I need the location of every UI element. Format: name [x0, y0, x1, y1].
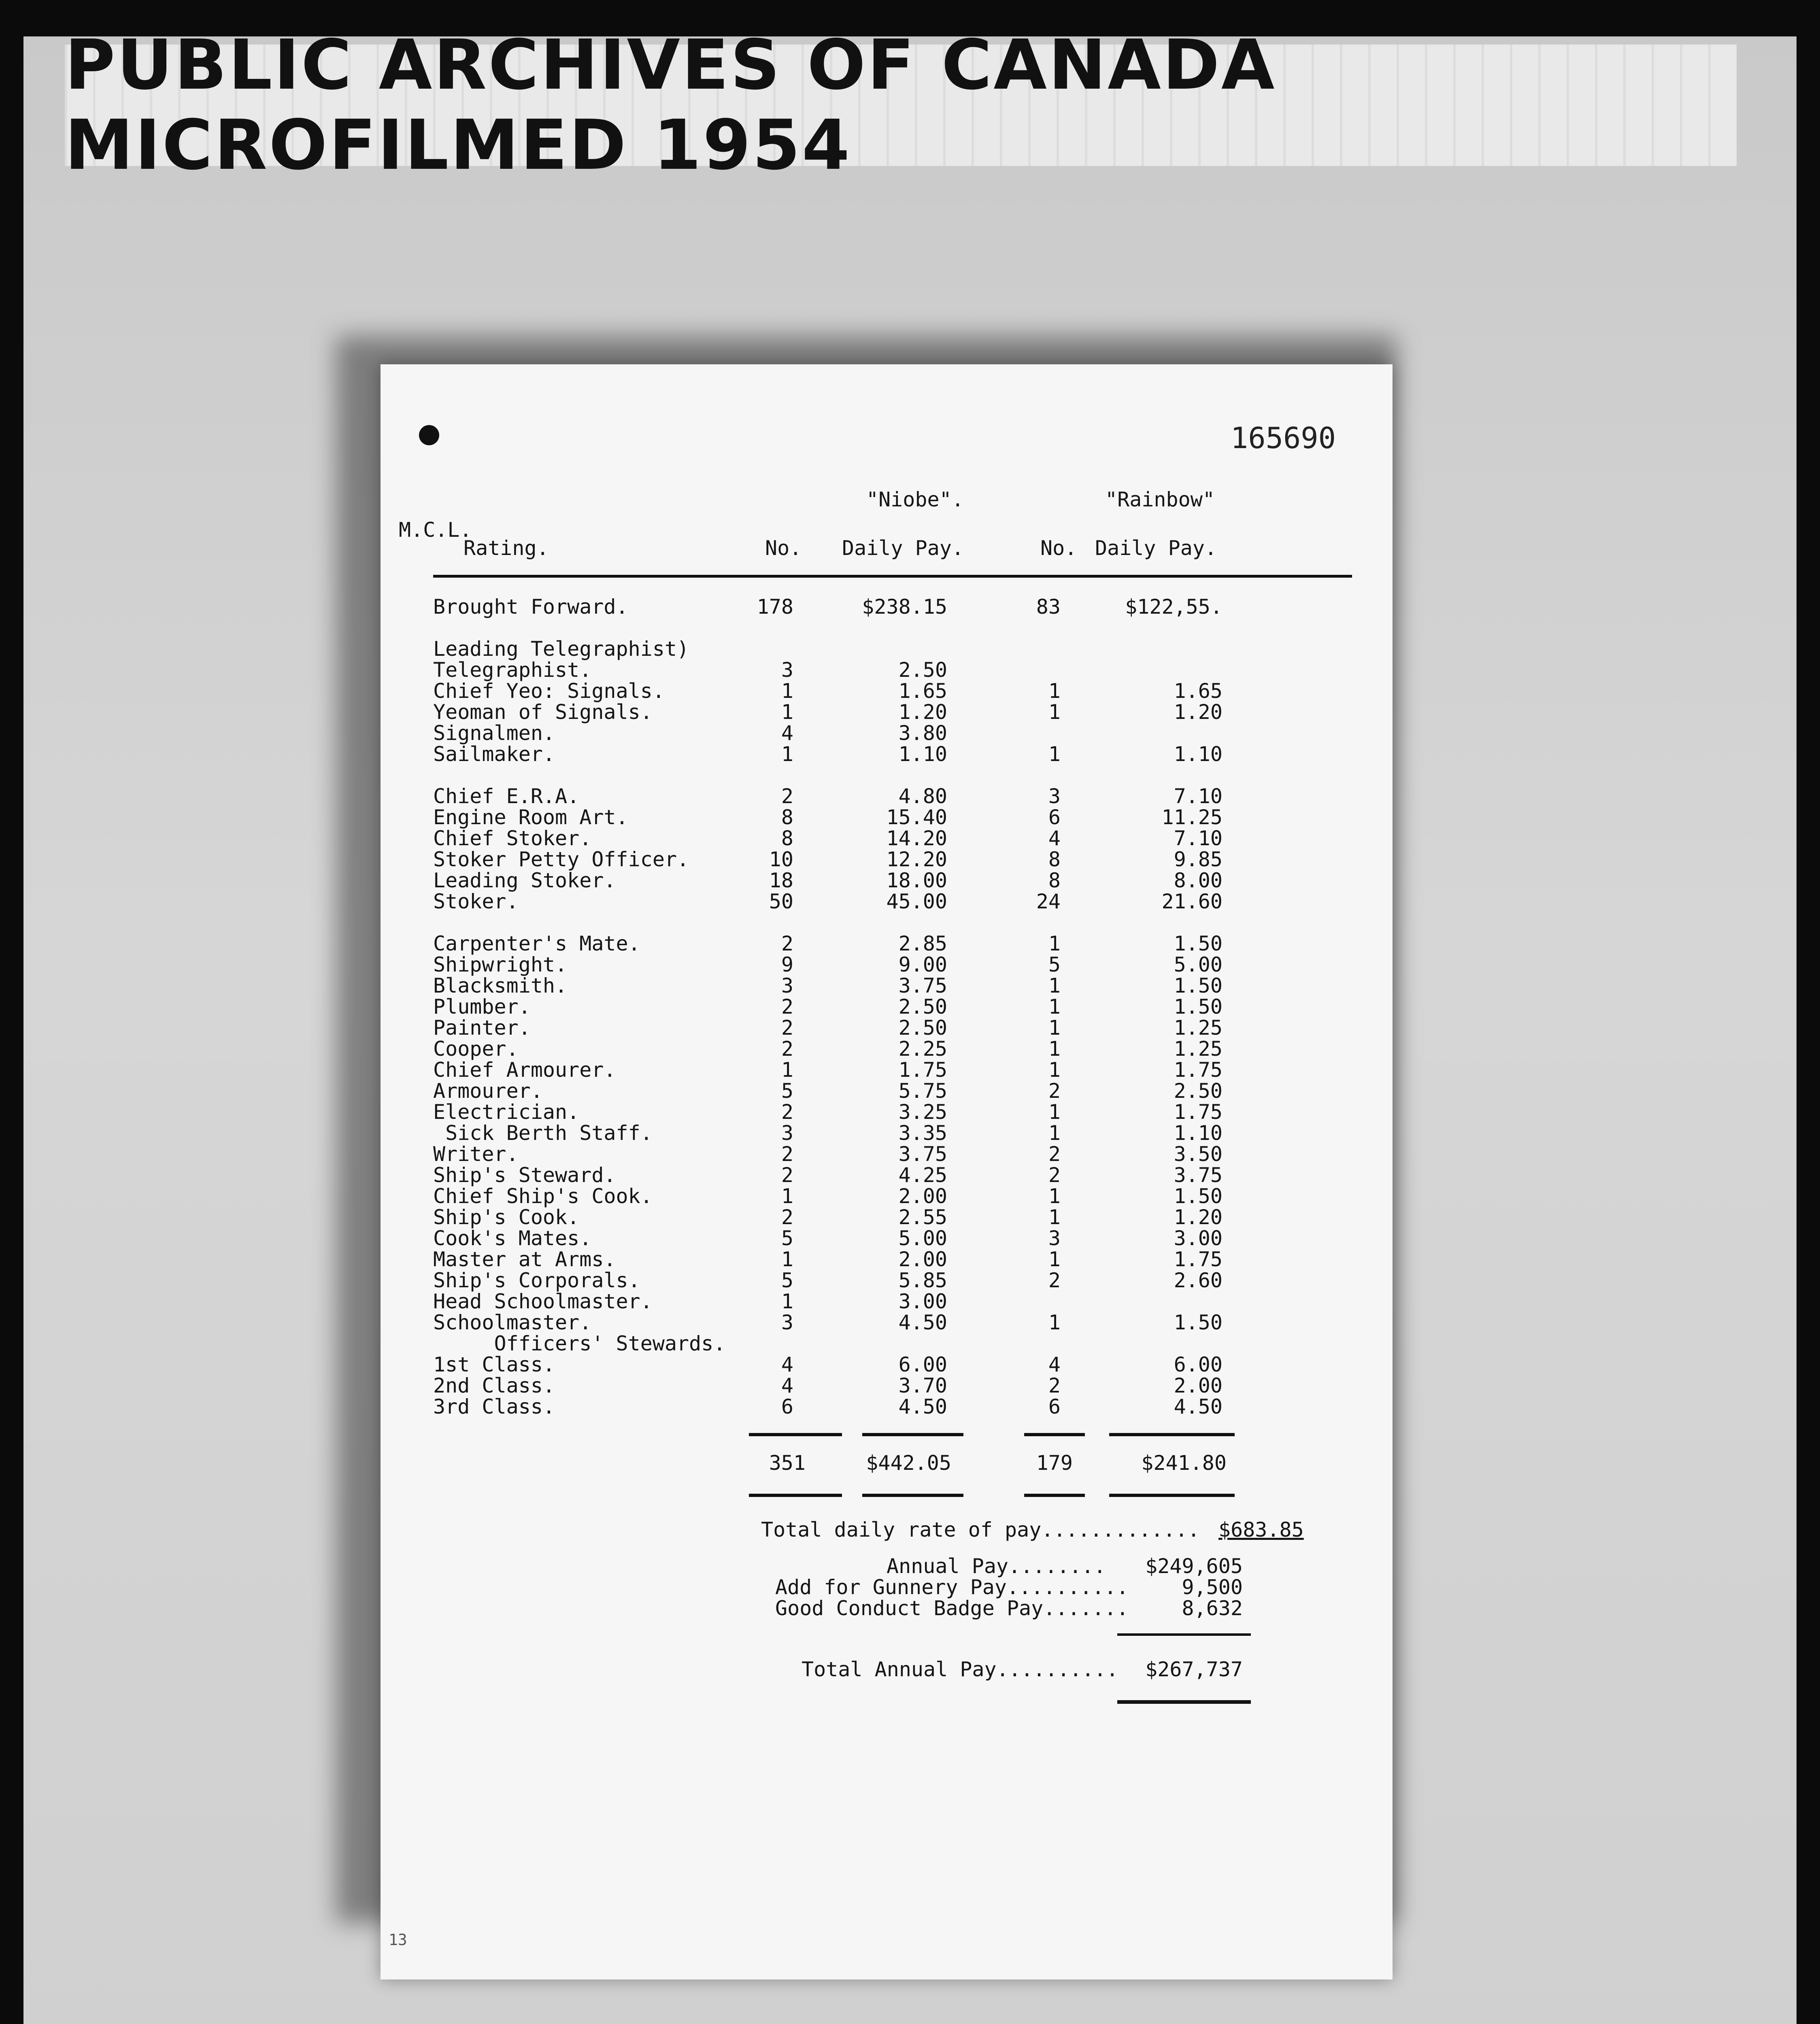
document-number: 165690: [1230, 421, 1336, 455]
niobe-count: 4: [781, 1353, 793, 1376]
rainbow-daily-pay: 2.60: [1174, 1269, 1223, 1292]
rainbow-daily-pay: 2.00: [1174, 1374, 1223, 1397]
rainbow-daily-pay: 9.85: [1174, 848, 1223, 871]
rainbow-count: 24: [1036, 890, 1061, 913]
rainbow-daily-pay: 11.25: [1161, 806, 1223, 829]
niobe-count: 4: [781, 1374, 793, 1397]
niobe-count: 4: [781, 721, 793, 745]
niobe-count: 2: [781, 785, 793, 808]
badge-pay-label: Good Conduct Badge Pay.......: [775, 1597, 1129, 1620]
rainbow-count: 1: [1048, 1037, 1061, 1061]
rainbow-total-count: 179: [1036, 1451, 1073, 1475]
niobe-count: 50: [769, 890, 793, 913]
rainbow-count: 1: [1048, 932, 1061, 955]
double-rule: [1117, 1700, 1251, 1704]
rainbow-daily-pay: 7.10: [1174, 827, 1223, 850]
total-annual-value: $267,737: [1145, 1658, 1243, 1681]
niobe-daily-pay: 4.80: [898, 785, 947, 808]
column-header-rainbow-no: No.: [1040, 536, 1077, 560]
niobe-daily-pay: 5.75: [898, 1079, 947, 1103]
rainbow-count: 4: [1048, 827, 1061, 850]
rainbow-total-pay: $241.80: [1141, 1451, 1227, 1475]
rainbow-daily-pay: 1.75: [1174, 1058, 1223, 1082]
niobe-daily-pay: 5.85: [898, 1269, 947, 1292]
niobe-count: 3: [781, 658, 793, 682]
rainbow-count: 2: [1048, 1163, 1061, 1187]
sum-rule: [1109, 1433, 1235, 1436]
niobe-daily-pay: 15.40: [886, 806, 947, 829]
niobe-daily-pay: 2.50: [898, 1016, 947, 1040]
niobe-daily-pay: 12.20: [886, 848, 947, 871]
rating-label: Yeoman of Signals.: [433, 700, 653, 724]
rating-label: Leading Telegraphist): [433, 637, 689, 661]
niobe-count: 1: [781, 1184, 793, 1208]
niobe-daily-pay: 3.35: [898, 1121, 947, 1145]
niobe-total-count: 351: [769, 1451, 806, 1475]
rainbow-count: 1: [1048, 1248, 1061, 1271]
niobe-daily-pay: 2.50: [898, 995, 947, 1018]
rainbow-count: 1: [1048, 1058, 1061, 1082]
sum-rule: [1109, 1494, 1235, 1497]
rating-label: Cook's Mates.: [433, 1227, 592, 1250]
niobe-daily-pay: 2.85: [898, 932, 947, 955]
niobe-daily-pay: 3.75: [898, 974, 947, 997]
rating-label: Leading Stoker.: [433, 869, 616, 892]
annual-pay-label: Annual Pay........: [887, 1554, 1106, 1578]
rainbow-daily-pay: 8.00: [1174, 869, 1223, 892]
rating-label: Painter.: [433, 1016, 531, 1040]
rainbow-count: 2: [1048, 1079, 1061, 1103]
rating-label: Chief Ship's Cook.: [433, 1184, 653, 1208]
niobe-count: 2: [781, 1037, 793, 1061]
rainbow-count: 1: [1048, 679, 1061, 703]
niobe-count: 1: [781, 700, 793, 724]
niobe-count: 1: [781, 742, 793, 766]
rating-label: Blacksmith.: [433, 974, 568, 997]
niobe-daily-pay: 9.00: [898, 953, 947, 976]
rating-label: Sailmaker.: [433, 742, 555, 766]
niobe-daily-pay: 5.00: [898, 1227, 947, 1250]
niobe-daily-pay: $238.15: [862, 595, 947, 619]
niobe-daily-pay: 2.55: [898, 1205, 947, 1229]
rainbow-count: 1: [1048, 995, 1061, 1018]
niobe-daily-pay: 14.20: [886, 827, 947, 850]
niobe-count: 1: [781, 1290, 793, 1313]
rainbow-daily-pay: 1.75: [1174, 1100, 1223, 1124]
column-header-rainbow-pay: Daily Pay.: [1095, 536, 1217, 560]
niobe-daily-pay: 4.50: [898, 1395, 947, 1418]
rainbow-count: 8: [1048, 848, 1061, 871]
rainbow-daily-pay: 4.50: [1174, 1395, 1223, 1418]
niobe-count: 1: [781, 1248, 793, 1271]
annual-pay-value: $249,605: [1145, 1554, 1243, 1578]
niobe-count: 6: [781, 1395, 793, 1418]
archive-header-text: PUBLIC ARCHIVES OF CANADA MICROFILMED 1954: [65, 25, 1276, 185]
rainbow-daily-pay: 1.20: [1174, 700, 1223, 724]
rainbow-daily-pay: 5.00: [1174, 953, 1223, 976]
rating-label: Chief Stoker.: [433, 827, 592, 850]
punch-hole-icon: [419, 425, 439, 445]
rainbow-count: 1: [1048, 1184, 1061, 1208]
niobe-count: 10: [769, 848, 793, 871]
rating-label: Carpenter's Mate.: [433, 932, 640, 955]
rainbow-daily-pay: 1.65: [1174, 679, 1223, 703]
rainbow-daily-pay: 1.50: [1174, 932, 1223, 955]
niobe-daily-pay: 4.25: [898, 1163, 947, 1187]
niobe-count: 2: [781, 1205, 793, 1229]
rainbow-count: 2: [1048, 1142, 1061, 1166]
column-header-niobe-pay: Daily Pay.: [842, 536, 964, 560]
niobe-daily-pay: 1.65: [898, 679, 947, 703]
rating-label: Head Schoolmaster.: [433, 1290, 653, 1313]
niobe-daily-pay: 1.20: [898, 700, 947, 724]
document-page: [381, 364, 1393, 1979]
niobe-daily-pay: 1.10: [898, 742, 947, 766]
rainbow-count: 3: [1048, 785, 1061, 808]
niobe-daily-pay: 2.00: [898, 1184, 947, 1208]
rating-label: Brought Forward.: [433, 595, 628, 619]
rainbow-daily-pay: 1.25: [1174, 1037, 1223, 1061]
rainbow-daily-pay: 1.50: [1174, 1184, 1223, 1208]
total-annual-label: Total Annual Pay..........: [802, 1658, 1118, 1681]
niobe-daily-pay: 3.00: [898, 1290, 947, 1313]
rainbow-daily-pay: 7.10: [1174, 785, 1223, 808]
niobe-count: 3: [781, 1121, 793, 1145]
rating-label: Cooper.: [433, 1037, 519, 1061]
rainbow-daily-pay: 1.75: [1174, 1248, 1223, 1271]
niobe-count: 2: [781, 1016, 793, 1040]
archive-header-banner: [65, 25, 1737, 185]
ship-rainbow-title: "Rainbow": [1105, 488, 1215, 511]
rainbow-count: 5: [1048, 953, 1061, 976]
niobe-daily-pay: 2.50: [898, 658, 947, 682]
rating-label: Stoker.: [433, 890, 519, 913]
rating-label: 2nd Class.: [433, 1374, 555, 1397]
column-header-rating: Rating.: [464, 536, 549, 560]
rainbow-count: 1: [1048, 742, 1061, 766]
rating-label: Chief E.R.A.: [433, 785, 580, 808]
niobe-count: 8: [781, 827, 793, 850]
sum-rule: [1024, 1494, 1085, 1497]
rating-label: Stoker Petty Officer.: [433, 848, 689, 871]
niobe-count: 8: [781, 806, 793, 829]
niobe-count: 5: [781, 1079, 793, 1103]
rainbow-count: 83: [1036, 595, 1061, 619]
gunnery-pay-label: Add for Gunnery Pay..........: [775, 1575, 1129, 1599]
rating-label: Master at Arms.: [433, 1248, 616, 1271]
badge-pay-value: 8,632: [1182, 1597, 1243, 1620]
rainbow-count: 3: [1048, 1227, 1061, 1250]
niobe-count: 1: [781, 679, 793, 703]
annual-rule: [1117, 1633, 1251, 1636]
rating-label: 1st Class.: [433, 1353, 555, 1376]
sum-rule: [862, 1494, 963, 1497]
rating-label: Signalmen.: [433, 721, 555, 745]
niobe-count: 3: [781, 1311, 793, 1334]
niobe-daily-pay: 4.50: [898, 1311, 947, 1334]
rainbow-count: 1: [1048, 974, 1061, 997]
rainbow-count: 1: [1048, 1205, 1061, 1229]
rainbow-daily-pay: 21.60: [1161, 890, 1223, 913]
rating-label: Chief Armourer.: [433, 1058, 616, 1082]
niobe-daily-pay: 6.00: [898, 1353, 947, 1376]
niobe-count: 2: [781, 995, 793, 1018]
niobe-daily-pay: 3.80: [898, 721, 947, 745]
rainbow-daily-pay: 1.50: [1174, 974, 1223, 997]
niobe-count: 2: [781, 1142, 793, 1166]
rainbow-daily-pay: 3.00: [1174, 1227, 1223, 1250]
niobe-count: 2: [781, 1100, 793, 1124]
niobe-count: 5: [781, 1227, 793, 1250]
rating-label: Schoolmaster.: [433, 1311, 592, 1334]
rating-label: Shipwright.: [433, 953, 568, 976]
sum-rule: [862, 1433, 963, 1436]
rainbow-count: 8: [1048, 869, 1061, 892]
rainbow-daily-pay: 1.50: [1174, 1311, 1223, 1334]
column-header-niobe-no: No.: [765, 536, 802, 560]
niobe-daily-pay: 1.75: [898, 1058, 947, 1082]
rainbow-daily-pay: 3.75: [1174, 1163, 1223, 1187]
rainbow-count: 1: [1048, 1100, 1061, 1124]
total-daily-value: $683.85: [1218, 1518, 1304, 1541]
sum-rule: [749, 1494, 842, 1497]
rainbow-daily-pay: 1.10: [1174, 1121, 1223, 1145]
rainbow-count: 2: [1048, 1269, 1061, 1292]
rainbow-daily-pay: 3.50: [1174, 1142, 1223, 1166]
rainbow-count: 1: [1048, 700, 1061, 724]
niobe-count: 18: [769, 869, 793, 892]
rainbow-count: 6: [1048, 1395, 1061, 1418]
niobe-daily-pay: 3.70: [898, 1374, 947, 1397]
rainbow-count: 2: [1048, 1374, 1061, 1397]
rainbow-daily-pay: 1.25: [1174, 1016, 1223, 1040]
rating-label: Telegraphist.: [433, 658, 592, 682]
mcl-label: M.C.L.: [399, 518, 472, 542]
rainbow-count: 1: [1048, 1016, 1061, 1040]
rainbow-daily-pay: 1.10: [1174, 742, 1223, 766]
rating-label: Ship's Steward.: [433, 1163, 616, 1187]
rating-label: Engine Room Art.: [433, 806, 628, 829]
niobe-daily-pay: 3.25: [898, 1100, 947, 1124]
ship-niobe-title: "Niobe".: [866, 488, 964, 511]
niobe-count: 1: [781, 1058, 793, 1082]
rainbow-count: 6: [1048, 806, 1061, 829]
rainbow-daily-pay: 1.20: [1174, 1205, 1223, 1229]
rating-label: Armourer.: [433, 1079, 543, 1103]
rating-label: Ship's Cook.: [433, 1205, 580, 1229]
sum-rule: [749, 1433, 842, 1436]
rating-label: Sick Berth Staff.: [433, 1121, 653, 1145]
rating-label: Electrician.: [433, 1100, 580, 1124]
total-daily-label: Total daily rate of pay.............: [761, 1518, 1200, 1541]
rainbow-daily-pay: $122,55.: [1125, 595, 1223, 619]
niobe-daily-pay: 18.00: [886, 869, 947, 892]
niobe-daily-pay: 2.00: [898, 1248, 947, 1271]
rating-label: Officers' Stewards.: [433, 1332, 726, 1355]
rating-label: Writer.: [433, 1142, 519, 1166]
sum-rule: [1024, 1433, 1085, 1436]
gunnery-pay-value: 9,500: [1182, 1575, 1243, 1599]
header-rule: [433, 575, 1352, 578]
niobe-count: 9: [781, 953, 793, 976]
niobe-count: 5: [781, 1269, 793, 1292]
niobe-count: 178: [757, 595, 793, 619]
rating-label: Chief Yeo: Signals.: [433, 679, 665, 703]
rating-label: Ship's Corporals.: [433, 1269, 640, 1292]
rainbow-count: 1: [1048, 1311, 1061, 1334]
rainbow-count: 1: [1048, 1121, 1061, 1145]
rainbow-count: 4: [1048, 1353, 1061, 1376]
rainbow-daily-pay: 6.00: [1174, 1353, 1223, 1376]
niobe-count: 3: [781, 974, 793, 997]
niobe-daily-pay: 45.00: [886, 890, 947, 913]
rating-label: Plumber.: [433, 995, 531, 1018]
corner-mark: 13: [389, 1931, 407, 1949]
niobe-daily-pay: 2.25: [898, 1037, 947, 1061]
niobe-daily-pay: 3.75: [898, 1142, 947, 1166]
niobe-count: 2: [781, 932, 793, 955]
niobe-total-pay: $442.05: [866, 1451, 951, 1475]
rainbow-daily-pay: 2.50: [1174, 1079, 1223, 1103]
niobe-count: 2: [781, 1163, 793, 1187]
rating-label: 3rd Class.: [433, 1395, 555, 1418]
rainbow-daily-pay: 1.50: [1174, 995, 1223, 1018]
